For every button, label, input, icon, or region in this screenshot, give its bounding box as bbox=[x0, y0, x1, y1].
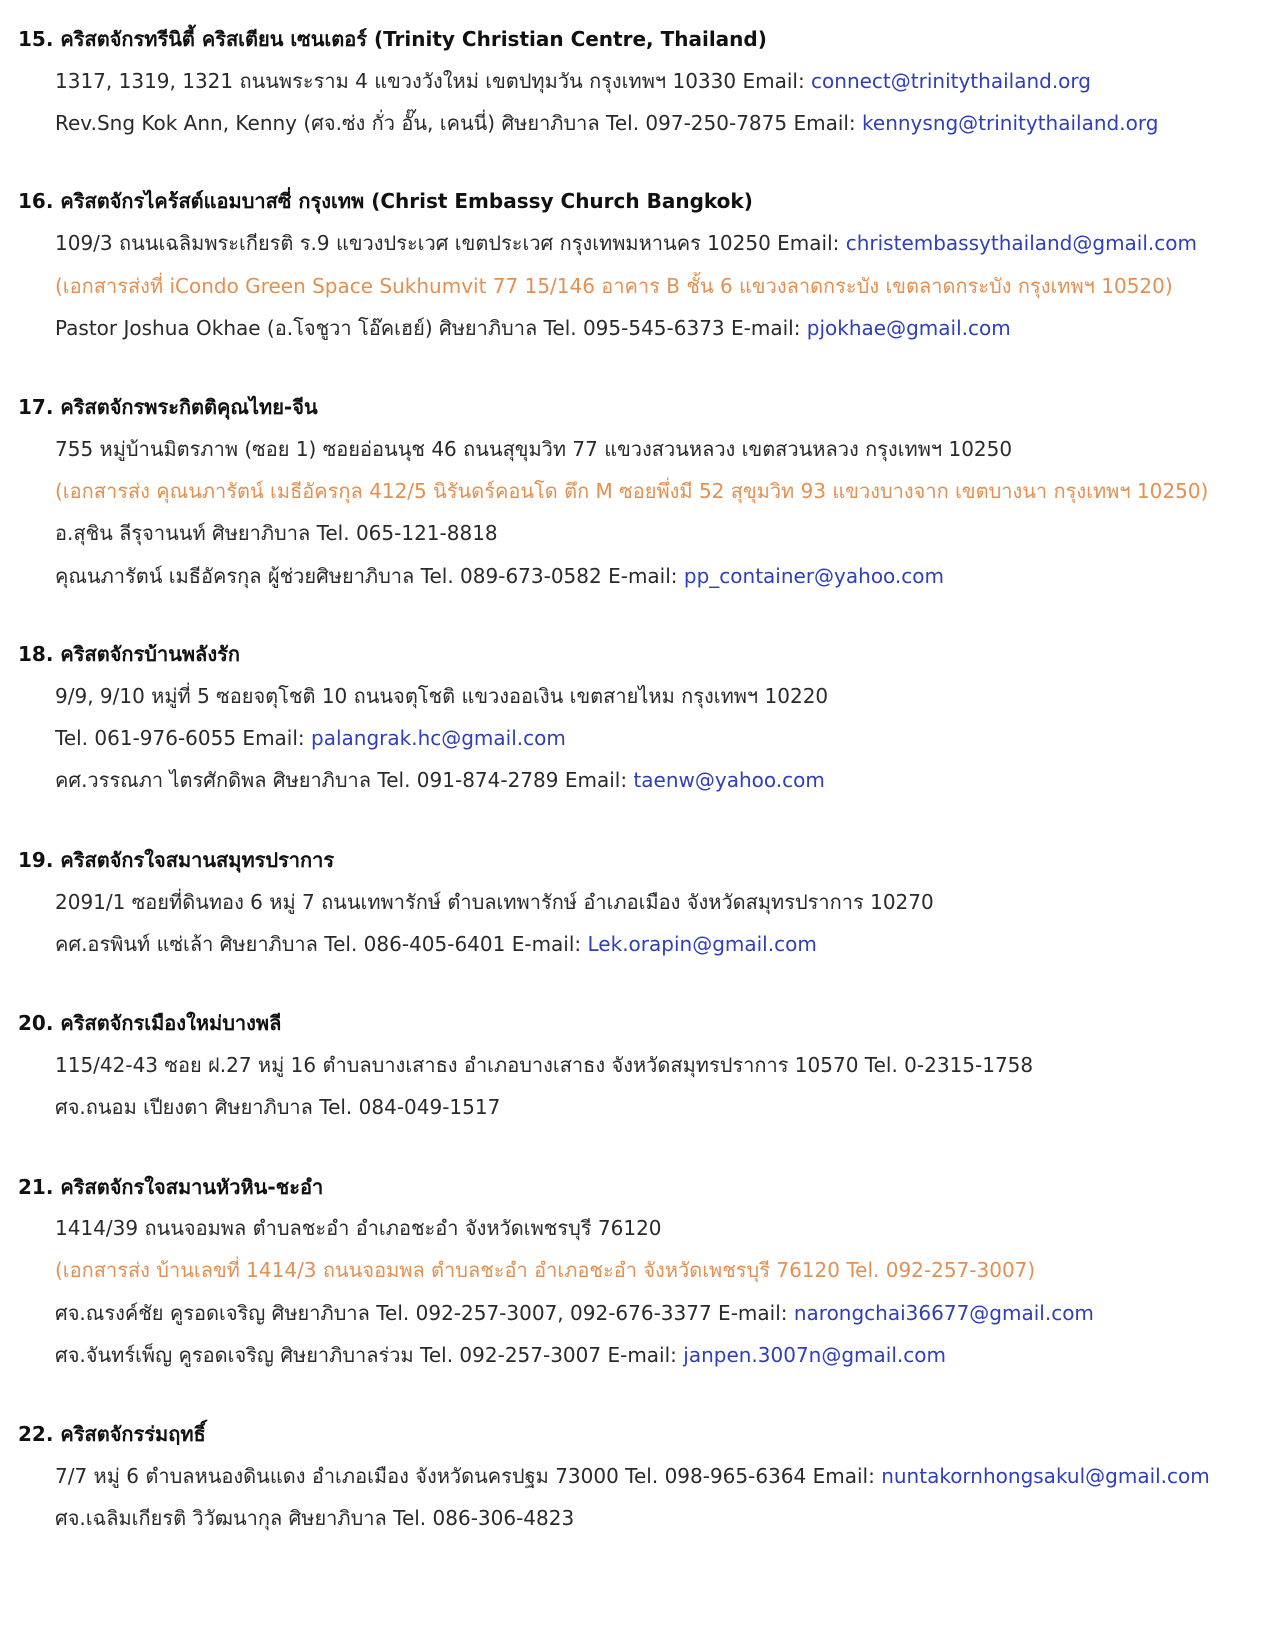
line-text: 7/7 หมู่ 6 ตำบลหนองดินแดง อำเภอเมือง จังหวัดนครปฐม 73000 Tel. 098-965-6364 Email: bbox=[55, 1464, 882, 1488]
pastor-line bbox=[55, 313, 1011, 343]
pastor-line bbox=[55, 1298, 1094, 1328]
line-text: Rev.Sng Kok Ann, Kenny (ศจ.ซ่ง กั่ว อั๊น, เคนนี่) ศิษยาภิบาล Tel. 097-250-7875 Email: bbox=[55, 111, 863, 135]
mailing-note: (เอกสารส่ง คุณนภารัตน์ เมธีอัครกุล 412/5 นิรันดร์คอนโด ตึก M ซอยพึ่งมี 52 สุขุมวิท 93 แขวงบางจาก เขตบางนา กรุงเทพฯ 10250) bbox=[55, 479, 1209, 503]
contact-line bbox=[55, 723, 566, 753]
church-name-heading: 22. คริสตจักรร่มฤทธิ์ bbox=[18, 1422, 206, 1446]
email-link[interactable]: narongchai36677@gmail.com bbox=[793, 1301, 1094, 1325]
co-pastor-line bbox=[55, 1340, 946, 1370]
email-link[interactable]: connect@trinitythailand.org bbox=[811, 69, 1091, 93]
church-name-heading: 15. คริสตจักรทรีนิตี้ คริสเตียน เซนเตอร์ (Trinity Christian Centre, Thailand) bbox=[18, 27, 767, 51]
address-line: 115/42-43 ซอย ฝ.27 หมู่ 16 ตำบลบางเสาธง อำเภอบางเสาธง จังหวัดสมุทรปราการ 10570 Tel. 0-2315-1758 bbox=[55, 1053, 1034, 1077]
email-link[interactable]: janpen.3007n@gmail.com bbox=[683, 1343, 946, 1367]
pastor-line: อ.สุชิน ลีรุจานนท์ ศิษยาภิบาล Tel. 065-121-8818 bbox=[55, 521, 498, 545]
line-text: 109/3 ถนนเฉลิมพระเกียรติ ร.9 แขวงประเวศ เขตประเวศ กรุงเทพมหานคร 10250 Email: bbox=[55, 231, 846, 255]
line-text: คุณนภารัตน์ เมธีอัครกุล ผู้ช่วยศิษยาภิบาล Tel. 089-673-0582 E-mail: bbox=[55, 564, 684, 588]
address-line: 755 หมู่บ้านมิตรภาพ (ซอย 1) ซอยอ่อนนุช 46 ถนนสุขุมวิท 77 แขวงสวนหลวง เขตสวนหลวง กรุงเทพฯ 10250 bbox=[55, 437, 1013, 461]
pastor-line: ศจ.เฉลิมเกียรติ วิวัฒนากุล ศิษยาภิบาล Tel. 086-306-4823 bbox=[55, 1506, 575, 1530]
email-link[interactable]: taenw@yahoo.com bbox=[633, 768, 825, 792]
address-line: 1414/39 ถนนจอมพล ตำบลชะอำ อำเภอชะอำ จังหวัดเพชรบุรี 76120 bbox=[55, 1216, 662, 1240]
pastor-line bbox=[55, 929, 817, 959]
line-text: ศจ.จันทร์เพ็ญ คูรอดเจริญ ศิษยาภิบาลร่วม Tel. 092-257-3007 E-mail: bbox=[55, 1343, 684, 1367]
email-link[interactable]: nuntakornhongsakul@gmail.com bbox=[881, 1464, 1210, 1488]
address-line bbox=[55, 228, 1197, 258]
pastor-line bbox=[55, 765, 825, 795]
church-name-heading: 21. คริสตจักรใจสมานหัวหิน-ชะอำ bbox=[18, 1175, 324, 1199]
line-text: Tel. 061-976-6055 Email: bbox=[55, 726, 312, 750]
line-text: คศ.วรรณภา ไตรศักดิพล ศิษยาภิบาล Tel. 091-874-2789 Email: bbox=[55, 768, 634, 792]
mailing-note: (เอกสารส่ง บ้านเลขที่ 1414/3 ถนนจอมพล ตำบลชะอำ อำเภอชะอำ จังหวัดเพชรบุรี 76120 Tel. 092-257-3007) bbox=[55, 1258, 1036, 1282]
line-text: 1317, 1319, 1321 ถนนพระราม 4 แขวงวังใหม่ เขตปทุมวัน กรุงเทพฯ 10330 Email: bbox=[55, 69, 812, 93]
church-name-heading: 19. คริสตจักรใจสมานสมุทรปราการ bbox=[18, 848, 335, 872]
church-name-heading: 17. คริสตจักรพระกิตติคุณไทย-จีน bbox=[18, 395, 318, 419]
pastor-line bbox=[55, 108, 1158, 138]
church-name-heading: 18. คริสตจักรบ้านพลังรัก bbox=[18, 642, 240, 666]
line-text: คศ.อรพินท์ แซ่เล้า ศิษยาภิบาล Tel. 086-405-6401 E-mail: bbox=[55, 932, 588, 956]
pastor-line: ศจ.ถนอม เปียงตา ศิษยาภิบาล Tel. 084-049-1517 bbox=[55, 1095, 501, 1119]
address-line bbox=[55, 66, 1091, 96]
assistant-pastor-line bbox=[55, 561, 944, 591]
church-name-heading: 20. คริสตจักรเมืองใหม่บางพลี bbox=[18, 1011, 282, 1035]
church-name-heading: 16. คริสตจักรไคร้สต์แอมบาสซี่ กรุงเทพ (Christ Embassy Church Bangkok) bbox=[18, 189, 753, 213]
address-line: 9/9, 9/10 หมู่ที่ 5 ซอยจตุโชติ 10 ถนนจตุโชติ แขวงออเงิน เขตสายไหม กรุงเทพฯ 10220 bbox=[55, 684, 829, 708]
email-link[interactable]: palangrak.hc@gmail.com bbox=[311, 726, 566, 750]
email-link[interactable]: pjokhae@gmail.com bbox=[806, 316, 1011, 340]
line-text: ศจ.ณรงค์ชัย คูรอดเจริญ ศิษยาภิบาล Tel. 092-257-3007, 092-676-3377 E-mail: bbox=[55, 1301, 794, 1325]
email-link[interactable]: kennysng@trinitythailand.org bbox=[862, 111, 1159, 135]
line-text: Pastor Joshua Okhae (อ.โจชูวา โอ๊คเฮย์) ศิษยาภิบาล Tel. 095-545-6373 E-mail: bbox=[55, 316, 807, 340]
address-line: 2091/1 ซอยที่ดินทอง 6 หมู่ 7 ถนนเทพารักษ์ ตำบลเทพารักษ์ อำเภอเมือง จังหวัดสมุทรปราการ 10270 bbox=[55, 890, 934, 914]
email-link[interactable]: christembassythailand@gmail.com bbox=[845, 231, 1197, 255]
email-link[interactable]: Lek.orapin@gmail.com bbox=[587, 932, 817, 956]
address-line bbox=[55, 1461, 1210, 1491]
mailing-note: (เอกสารส่งที่ iCondo Green Space Sukhumvit 77 15/146 อาคาร B ชั้น 6 แขวงลาดกระบัง เขตลาดกระบัง กรุงเทพฯ 10520) bbox=[55, 274, 1173, 298]
email-link[interactable]: pp_container@yahoo.com bbox=[683, 564, 945, 588]
